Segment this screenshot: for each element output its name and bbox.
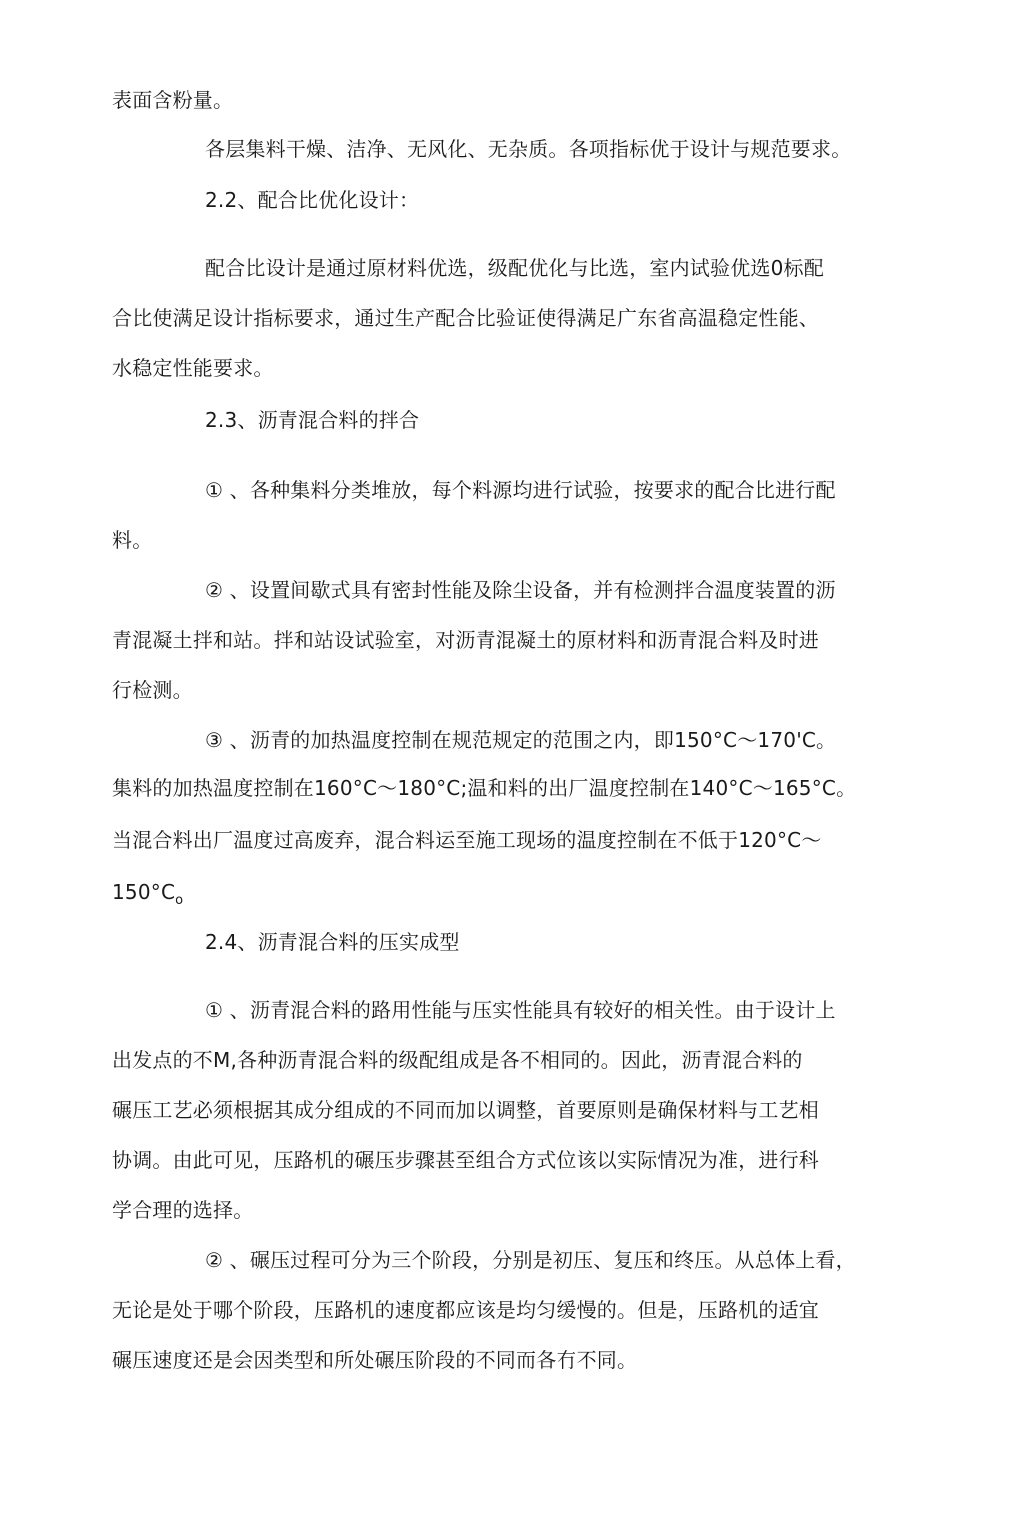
paragraph-line: 青混凝土拌和站。拌和站设试验室，对沥青混凝土的原材料和沥青混合料及时进 bbox=[112, 628, 819, 652]
paragraph-line: 各层集料干燥、洁净、无风化、无杂质。各项指标优于设计与规范要求。 bbox=[205, 137, 852, 161]
paragraph-line: 协调。由此可见，压路机的碾压步骤甚至组合方式位该以实际情况为准，进行科 bbox=[112, 1148, 819, 1172]
paragraph-line: 碾压速度还是会因类型和所处碾压阶段的不同而各冇不同。 bbox=[112, 1348, 638, 1372]
section-heading: 2.4、沥青混合料的压实成型 bbox=[205, 930, 460, 954]
paragraph-line: 学合理的选择。 bbox=[112, 1198, 254, 1222]
section-heading: 2.3、沥青混合料的拌合 bbox=[205, 408, 420, 432]
paragraph-line: 配合比设计是通过原材料优选，级配优化与比选，室内试验优选0标配 bbox=[205, 256, 824, 280]
paragraph-line: 合比使满足设计指标要求，通过生产配合比验证使得满足广东省高温稳定性能、 bbox=[112, 306, 819, 330]
paragraph-line: 碾压工艺必须根据其成分组成的不同而加以调整，首要原则是确保材料与工艺相 bbox=[112, 1098, 819, 1122]
paragraph-line: 出发点的不M,各种沥青混合料的级配组成是各不相同的。因此，沥青混合料的 bbox=[112, 1048, 803, 1072]
paragraph-line: 水稳定性能要求。 bbox=[112, 356, 274, 380]
paragraph-line bbox=[112, 878, 183, 915]
section-heading: 2.2、配合比优化设计： bbox=[205, 188, 420, 212]
paragraph-line: 集料的加热温度控制在160°C～180°C;温和料的出厂温度控制在140°C～165°C。 bbox=[112, 776, 857, 800]
paragraph-line: 料。 bbox=[112, 528, 153, 552]
paragraph-line: ② 、设置间歇式具有密封性能及除尘设备，并有检测拌合温度装置的沥 bbox=[205, 578, 836, 602]
paragraph-line: ③ 、沥青的加热温度控制在规范规定的范围之内，即150°C～170'C。 bbox=[205, 728, 837, 752]
paragraph-line: ① 、沥青混合料的路用性能与压实性能具有较好的相关性。由于设计上 bbox=[205, 998, 836, 1022]
paragraph-line: ② 、碾压过程可分为三个阶段，分别是初压、复压和终压。从总体上看， bbox=[205, 1248, 856, 1272]
paragraph-line: 当混合料出厂温度过高废弃，混合料运至施工现场的温度控制在不低于120°C～ bbox=[112, 828, 822, 852]
paragraph-line: 行检测。 bbox=[112, 678, 193, 702]
subscript-mark: o bbox=[175, 893, 184, 908]
temperature-text: 150°C bbox=[112, 880, 176, 904]
paragraph-line: ① 、各种集料分类堆放，每个料源均进行试验，按要求的配合比进行配 bbox=[205, 478, 836, 502]
paragraph-line: 表面含粉量。 bbox=[112, 88, 234, 112]
paragraph-line: 无论是处于哪个阶段，压路机的速度都应该是均匀缓慢的。但是，压路机的适宜 bbox=[112, 1298, 819, 1322]
